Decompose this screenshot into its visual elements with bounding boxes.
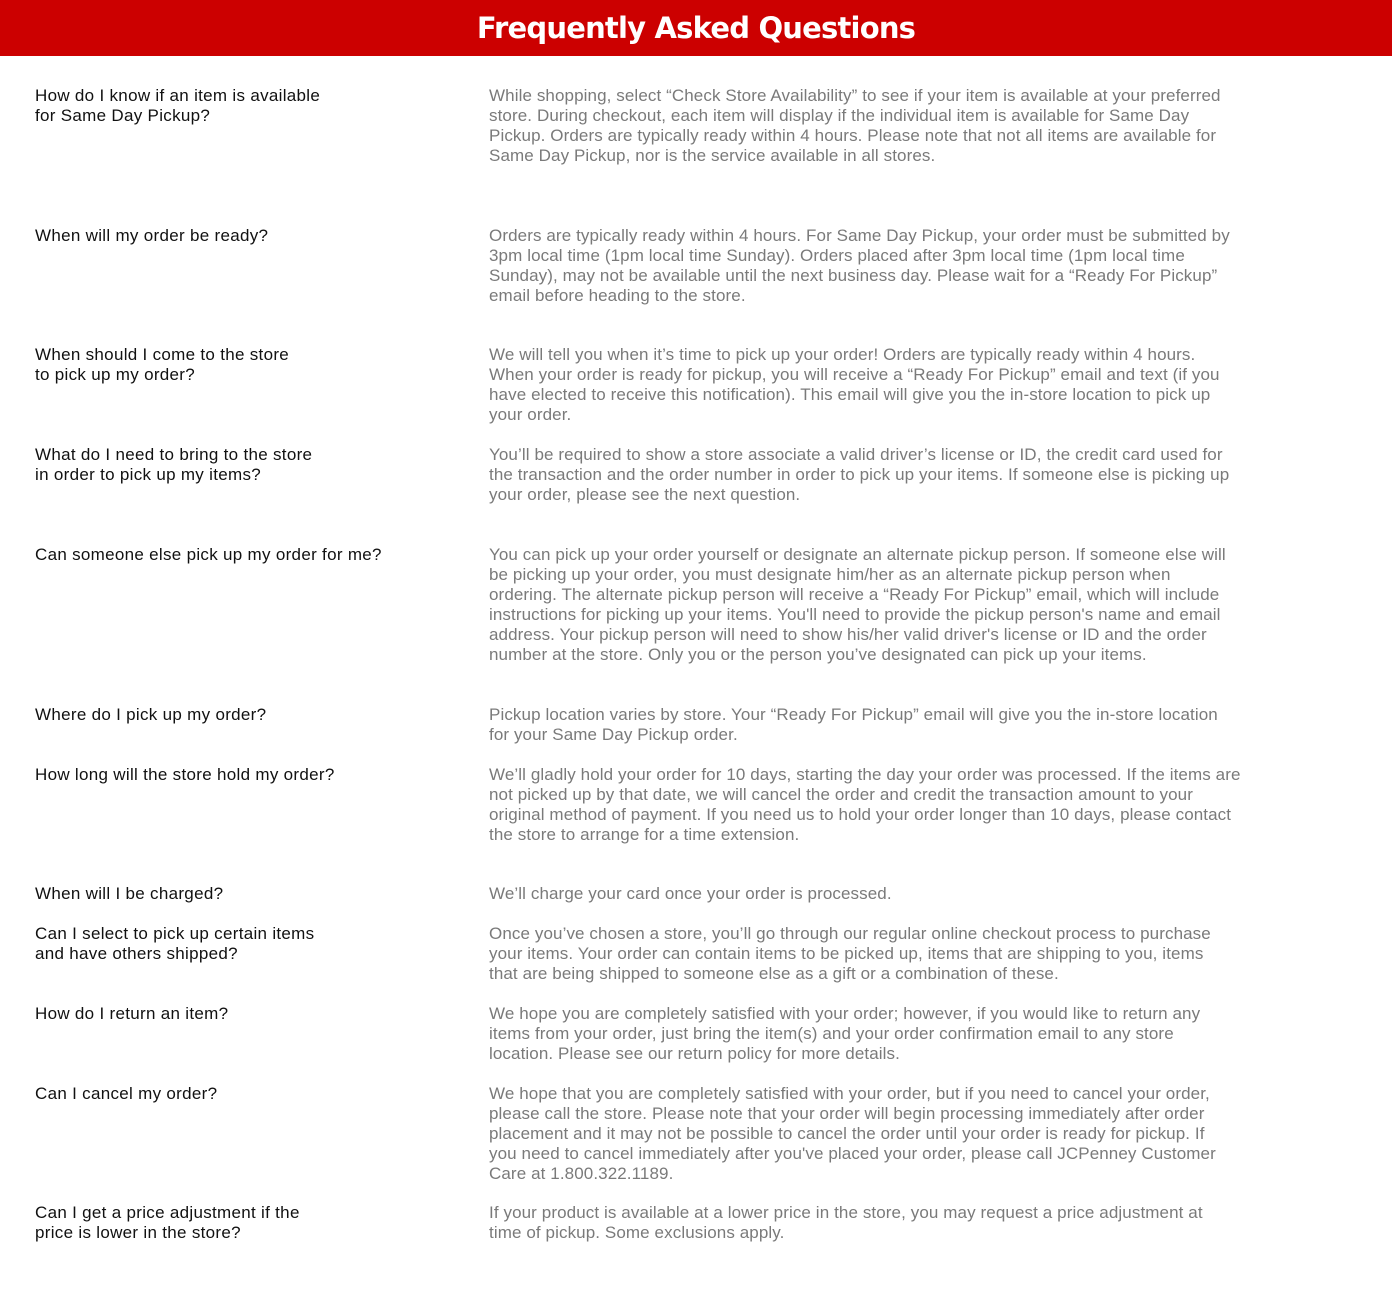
faq-question: What do I need to bring to the store in order to pick up my items?	[35, 445, 313, 484]
faq-answer: You’ll be required to show a store associate a valid driver’s license or ID, the credit card used for the transaction and the order number in order to pick up your items. If someone else is picking up your order, please see the next question.	[489, 445, 1230, 504]
faq-question: How do I return an item?	[35, 1004, 229, 1023]
faq-answer: While shopping, select “Check Store Availability” to see if your item is available at your preferred store. During checkout, each item will display if the individual item is available for Same Day Pickup. Orders are typically ready within 4 hours. Please note that not all items are available for Same Day Pickup, nor is the service available in all stores.	[489, 86, 1221, 165]
faq-answer: We will tell you when it’s time to pick up your order! Orders are typically ready within 4 hours. When your order is ready for pickup, you will receive a “Ready For Pickup” email and text (if you have elected to receive this notification). This email will give you the in-store location to pick up your order.	[489, 345, 1220, 424]
faq-question: When should I come to the store to pick up my order?	[35, 345, 290, 384]
faq-answer: You can pick up your order yourself or designate an alternate pickup person. If someone else will be picking up your order, you must designate him/her as an alternate pickup person when ordering. The alternate pickup person will receive a “Ready For Pickup” email, which will include instructions for picking up your items. You'll need to provide the pickup person's name and email address. Your pickup person will need to show his/her valid driver's license or ID and the order number at the store. Only you or the person you’ve designated can pick up your items.	[489, 545, 1226, 664]
faq-answer: We’ll charge your card once your order is processed.	[489, 884, 892, 903]
faq-question: Can I cancel my order?	[35, 1084, 218, 1103]
faq-answer: We hope that you are completely satisfied with your order, but if you need to cancel your order, please call the store. Please note that your order will begin processing immediately after order placement and it may not be possible to cancel the order until your order is ready for pickup. If you need to cancel immediately after you've placed your order, please call JCPenney Customer Care at 1.800.322.1189.	[489, 1084, 1216, 1183]
page-header	[0, 0, 1392, 56]
faq-answer: Pickup location varies by store. Your “Ready For Pickup” email will give you the in-store location for your Same Day Pickup order.	[489, 705, 1218, 744]
faq-question: How long will the store hold my order?	[35, 765, 335, 784]
page-title: Frequently Asked Questions	[476, 11, 916, 45]
faq-answer: If your product is available at a lower price in the store, you may request a price adjustment at time of pickup. Some exclusions apply.	[489, 1203, 1203, 1242]
faq-answer: Orders are typically ready within 4 hours. For Same Day Pickup, your order must be submitted by 3pm local time (1pm local time Sunday). Orders placed after 3pm local time (1pm local time Sunday), may not be available until the next business day. Please wait for a “Ready For Pickup” email before heading to the store.	[489, 226, 1230, 305]
faq-question: Can I get a price adjustment if the price is lower in the store?	[35, 1203, 300, 1242]
faq-question: How do I know if an item is available for Same Day Pickup?	[35, 86, 321, 125]
faq-question: When will my order be ready?	[35, 226, 269, 245]
faq-answer: Once you’ve chosen a store, you’ll go through our regular online checkout process to purchase your items. Your order can contain items to be picked up, items that are shipping to you, items that are being shipped to someone else as a gift or a combination of these.	[489, 924, 1211, 983]
faq-question: Can someone else pick up my order for me?	[35, 545, 382, 564]
faq-answer: We’ll gladly hold your order for 10 days, starting the day your order was processed. If the items are not picked up by that date, we will cancel the order and credit the transaction amount to your original method of payment. If you need us to hold your order longer than 10 days, please contact the store to arrange for a time extension.	[489, 765, 1241, 844]
faq-question: Can I select to pick up certain items and have others shipped?	[35, 924, 315, 963]
faq-answer: We hope you are completely satisfied with your order; however, if you would like to return any items from your order, just bring the item(s) and your order confirmation email to any store location. Please see our return policy for more details.	[489, 1004, 1201, 1063]
faq-question: Where do I pick up my order?	[35, 705, 267, 724]
faq-question: When will I be charged?	[35, 884, 224, 903]
